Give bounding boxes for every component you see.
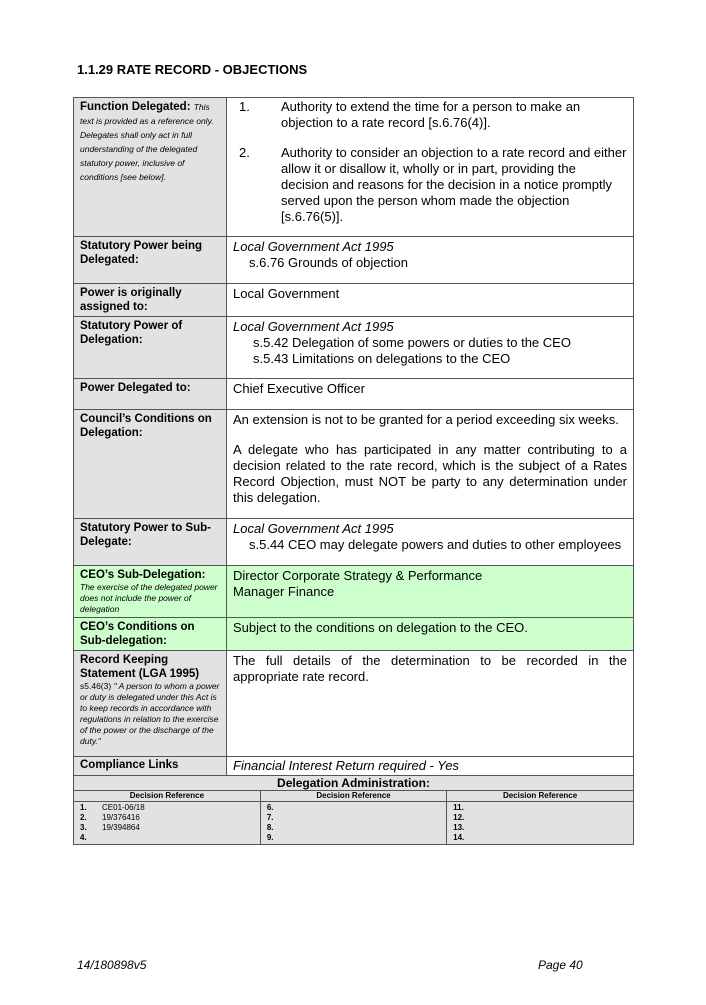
row-admin-title [74, 776, 634, 791]
ref-item: 12. [453, 813, 465, 822]
label-council-conditions: Council’s Conditions on Delegation: [74, 410, 227, 519]
value-function-delegated [227, 98, 634, 237]
page-title: 1.1.29 RATE RECORD - OBJECTIONS [77, 62, 308, 77]
value-council-conditions [227, 410, 634, 519]
admin-title: Delegation Administration: [74, 776, 634, 791]
condition-paragraph: An extension is not to be granted for a period exceeding six weeks. [233, 412, 619, 427]
label-power-assigned: Power is originally assigned to: [74, 284, 227, 317]
value-ceo-sub-delegation [227, 566, 634, 618]
label-delegated-to: Power Delegated to: [74, 379, 227, 410]
row-record-keeping [74, 651, 634, 757]
value-sub-delegate [227, 519, 634, 566]
label-ceo-sub-delegation: CEO’s Sub-Delegation: The exercise of the delegated power does not include the power of delegation [74, 566, 227, 618]
record-note: s5.46(3) " A person to whom a power or duty is delegated under this Act is to keep records in accordance with regulations in relation to the exercise of the power or the discharge of the duty." [80, 681, 220, 746]
act-name: Local Government Act 1995 [233, 521, 394, 536]
list-item: 1. Authority to extend the time for a person to make an objection to a rate record [s.6.76(4)]. [239, 99, 581, 130]
row-ceo-sub-delegation [74, 566, 634, 618]
act-name: Local Government Act 1995 [233, 239, 394, 254]
ref-item: 11. [453, 803, 464, 812]
row-power-assigned [74, 284, 634, 317]
ref-item: 13. [453, 823, 465, 832]
delegation-table [73, 97, 634, 845]
decision-reference-table [74, 791, 633, 844]
ref-item: 14. [453, 833, 465, 842]
value-statutory-power [227, 237, 634, 284]
ref-item: 3. 19/394864 [80, 823, 140, 832]
function-note: This text is provided as a reference only. Delegates shall only act in full understanding of the delegated statutory power, inclusive of conditions [see below]. [80, 102, 214, 182]
list-item: 2. Authority to consider an objection to a rate record and either allow it or disallow it, wholly or in part, providing the decision and reasons for the decision in a notice promptly served upon the person whom made the objection [s.6.76(5)]. [239, 145, 627, 224]
section-ref: s.5.42 Delegation of some powers or duties to the CEO [253, 335, 571, 350]
ref-col-header: Decision Reference [260, 791, 446, 802]
page-number: Page 40 [538, 958, 583, 972]
sub-delegate-role: Director Corporate Strategy & Performance [233, 568, 483, 583]
ref-col-header: Decision Reference [74, 791, 260, 802]
label-statutory-power: Statutory Power being Delegated: [74, 237, 227, 284]
value-record-keeping: The full details of the determination to be recorded in the appropriate rate record. [227, 651, 634, 757]
ref-item: 7. [266, 813, 274, 822]
ref-item: 2. 19/376416 [80, 813, 140, 822]
row-power-of-delegation [74, 317, 634, 379]
value-ceo-conditions: Subject to the conditions on delegation to the CEO. [227, 618, 634, 651]
label-compliance: Compliance Links [74, 757, 227, 776]
sub-delegation-note: The exercise of the delegated power does not include the power of delegation [80, 582, 218, 614]
value-delegated-to: Chief Executive Officer [227, 379, 634, 410]
row-statutory-power [74, 237, 634, 284]
label-sub-delegate: Statutory Power to Sub-Delegate: [74, 519, 227, 566]
sub-delegate-role: Manager Finance [233, 584, 335, 599]
label-record-keeping: Record Keeping Statement (LGA 1995) s5.46(3) " A person to whom a power or duty is delegated under this Act is to keep records in accordance with regulations in relation to the exercise of the power or the discharge of the duty." [74, 651, 227, 757]
row-delegated-to [74, 379, 634, 410]
function-list [233, 99, 627, 225]
label-power-of-delegation: Statutory Power of Delegation: [74, 317, 227, 379]
label-ceo-conditions: CEO’s Conditions on Sub-delegation: [74, 618, 227, 651]
row-council-conditions [74, 410, 634, 519]
table-row [74, 802, 633, 845]
value-compliance: Financial Interest Return required - Yes [227, 757, 634, 776]
section-ref: s.6.76 Grounds of objection [249, 255, 408, 270]
ref-item: 6. [266, 803, 274, 812]
ref-col-header: Decision Reference [447, 791, 633, 802]
row-compliance [74, 757, 634, 776]
act-name: Local Government Act 1995 [233, 319, 394, 334]
ref-item: 1. CE01-06/18 [80, 803, 145, 812]
row-sub-delegate [74, 519, 634, 566]
value-power-assigned: Local Government [227, 284, 634, 317]
condition-paragraph: A delegate who has participated in any matter contributing to a decision related to the rate record, which is the subject of a Rates Record Objection, must NOT be party to any determination under this delegation. [233, 442, 627, 505]
value-power-of-delegation [227, 317, 634, 379]
section-ref: s.5.44 CEO may delegate powers and duties to other employees [249, 537, 622, 552]
row-admin-refs [74, 791, 634, 845]
ref-item: 4. [80, 833, 87, 842]
label-function-delegated: Function Delegated: This text is provided as a reference only. Delegates shall only act in full understanding of the delegated statutory power, inclusive of conditions [see below]. [74, 98, 227, 237]
ref-item: 8. [266, 823, 274, 832]
ref-item: 9. [266, 833, 274, 842]
row-function-delegated [74, 98, 634, 237]
section-ref: s.5.43 Limitations on delegations to the CEO [253, 351, 511, 366]
row-ceo-conditions [74, 618, 634, 651]
document-reference: 14/180898v5 [77, 958, 147, 972]
ref-header-row [74, 791, 633, 802]
